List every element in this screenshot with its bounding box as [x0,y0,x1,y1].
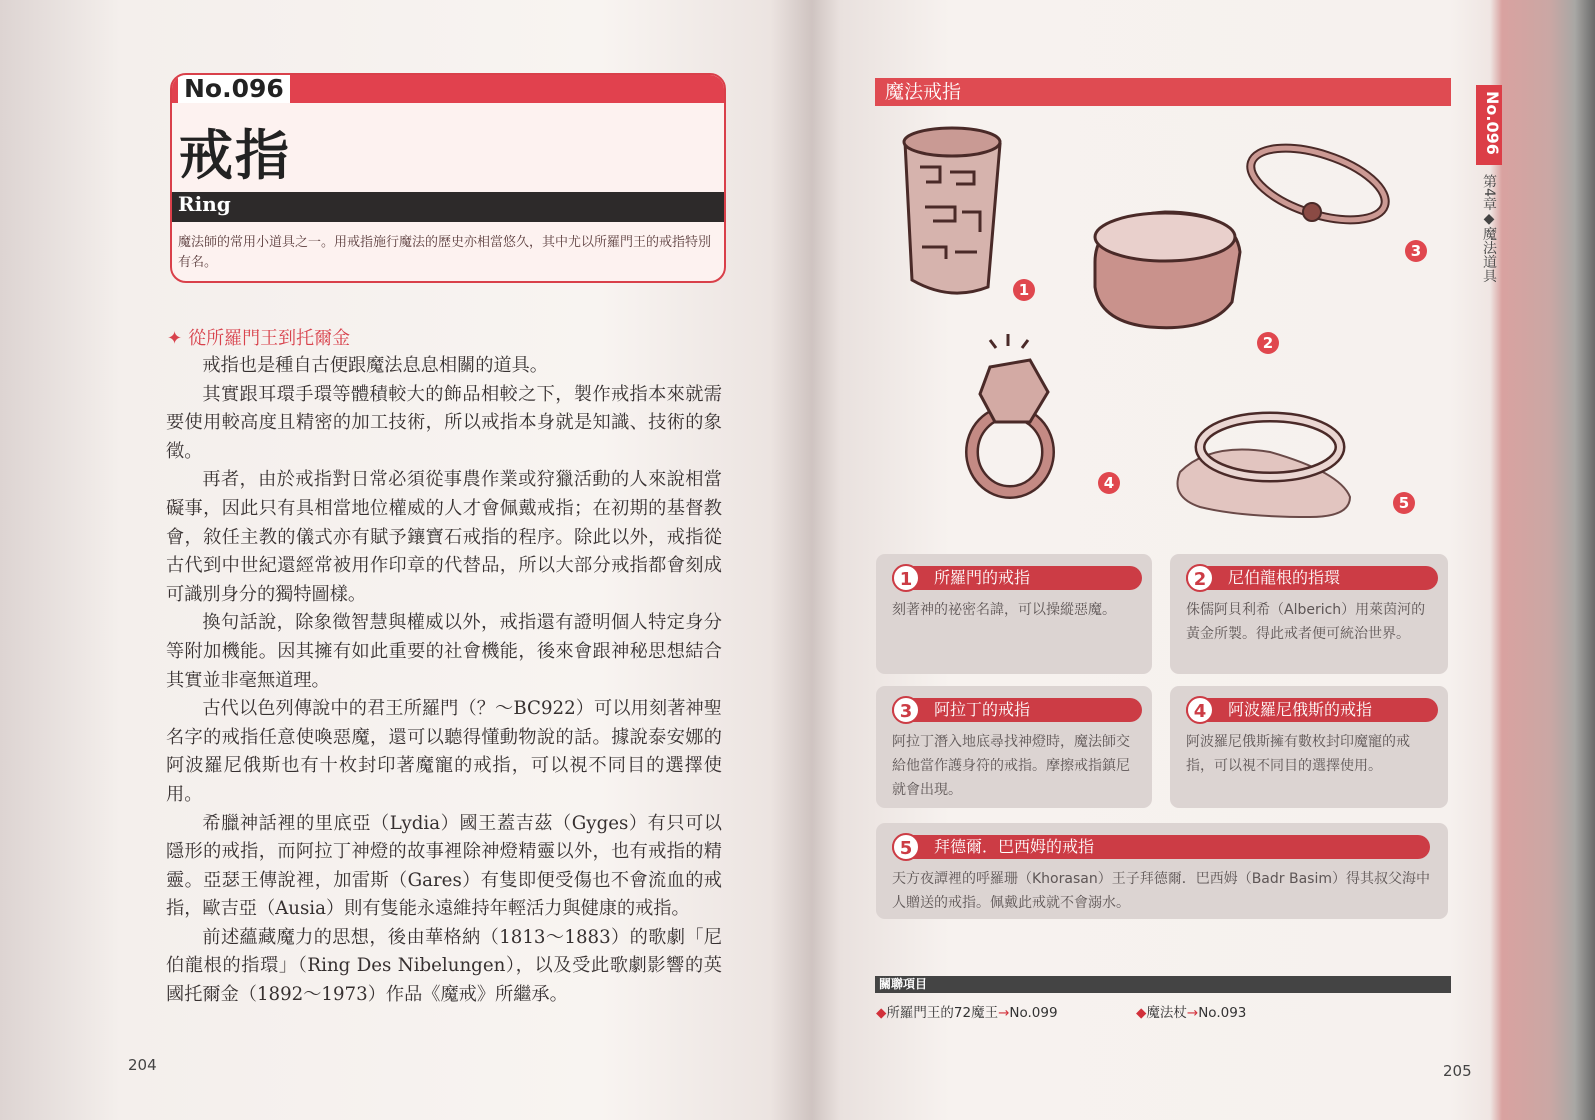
entry-summary: 魔法師的常用小道具之一。用戒指施行魔法的歷史亦相當悠久，其中尤以所羅門王的戒指特別有名。 [178,235,712,270]
related-link-1[interactable] [876,1001,1058,1021]
ring-box-1 [876,554,1152,674]
box-text: 刻著神的祕密名諱，可以操縱惡魔。 [892,602,1116,618]
illustration-title: 魔法戒指 [885,81,962,103]
diamond-icon: ◆ [876,1005,887,1021]
related-link-2[interactable] [1136,1001,1246,1021]
section-heading [167,324,350,350]
related-ref: No.099 [1009,1005,1058,1021]
ring-label-3: 3 [1405,240,1427,262]
badr-basim-ring-icon [1178,417,1351,517]
box-text: 阿拉丁潛入地底尋找神燈時，魔法師交給他當作護身符的戒指。摩擦戒指鎮尼就會出現。 [892,734,1130,798]
paragraph: 希臘神話裡的里底亞（Lydia）國王蓋吉茲（Gyges）有只可以隱形的戒指，而阿拉丁神燈的故事裡除神燈精靈以外，也有戒指的精靈。亞瑟王傳說裡，加雷斯（Gares）有隻即便受傷也不會流血的戒指，歐吉亞（Ausia）則有隻能永遠維持年輕活力與健康的戒指。 [166,812,722,920]
chapter-label: 第4章◆魔法道具 [1481,174,1497,283]
box-text: 侏儒阿貝利希（Alberich）用萊茵河的黃金所製。得此戒者便可統治世界。 [1186,602,1426,642]
nibelung-ring-icon [1095,212,1240,328]
section-heading-text: 從所羅門王到托爾金 [188,328,351,349]
box-number: 5 [892,833,920,861]
box-text: 阿波羅尼俄斯擁有數枚封印魔寵的戒指，可以視不同目的選擇使用。 [1186,734,1410,774]
apollonius-ring-icon [972,334,1048,492]
ring-box-3 [876,686,1152,808]
illustration-title-bar [875,78,1451,106]
related-items-heading: 關聯項目 [879,977,928,991]
ring-box-5 [876,823,1448,919]
related-label: 魔法杖 [1146,1005,1187,1021]
ring-label-1: 1 [1013,279,1035,301]
rings-illustration [880,112,1450,552]
arrow-icon: → [1186,1005,1199,1021]
entry-english-title: Ring [178,192,231,216]
ring-label-4: 4 [1098,472,1120,494]
page-number-right: 205 [1443,1062,1472,1080]
paragraph: 前述蘊藏魔力的思想，後由華格納（1813～1883）的歌劇「尼伯龍根的指環」（Ring Des Nibelungen），以及受此歌劇影響的英國托爾金（1892～1973）作品《魔戒》所繼承。 [166,926,722,1006]
related-ref: No.093 [1198,1005,1247,1021]
box-number: 4 [1186,696,1214,724]
box-title: 尼伯龍根的指環 [1186,566,1438,590]
box-title: 拜德爾．巴西姆的戒指 [892,835,1430,859]
box-number: 3 [892,696,920,724]
side-tab [1476,85,1502,165]
entry-title: 戒指 [179,123,291,187]
solomon-ring-icon [904,128,1000,293]
arrow-icon: → [998,1005,1010,1021]
entry-number: No.096 [178,75,290,103]
paragraph: 其實跟耳環手環等體積較大的飾品相較之下，製作戒指本來就需要使用較高度且精密的加工技術，所以戒指本身就是知識、技術的象徵。 [166,383,722,462]
paragraph: 再者，由於戒指對日常必須從事農作業或狩獵活動的人來說相當礙事，因此只有具相當地位權威的人才會佩戴戒指；在初期的基督教會，敘任主教的儀式亦有賦予鑲寶石戒指的程序。除此以外，戒指從古代到中世紀還經常被用作印章的代替品，所以大部分戒指都會刻成可識別身分的獨特圖樣。 [166,469,722,605]
related-label: 所羅門王的72魔王 [886,1005,999,1021]
side-tab-number: No.096 [1483,91,1502,155]
ring-label-2: 2 [1257,332,1279,354]
paragraph: 戒指也是種自古便跟魔法息息相關的道具。 [202,355,548,376]
box-text: 天方夜譚裡的呼羅珊（Khorasan）王子拜德爾．巴西姆（Badr Basim）得其叔父海中人贈送的戒指。佩戴此戒就不會溺水。 [892,871,1430,911]
page-number-left: 204 [128,1056,157,1074]
article-body [166,352,722,1010]
ring-box-4 [1170,686,1448,808]
box-number: 2 [1186,564,1214,592]
box-title: 阿波羅尼俄斯的戒指 [1186,698,1438,722]
box-number: 1 [892,564,920,592]
diamond-star-icon: ✦ [167,328,183,349]
paragraph: 換句話說，除象徵智慧與權威以外，戒指還有證明個人特定身分等附加機能。因其擁有如此重要的社會機能，後來會跟神秘思想結合其實並非毫無道理。 [166,612,722,691]
ring-box-2 [1170,554,1448,674]
entry-english-band [172,192,724,222]
paragraph: 古代以色列傳說中的君王所羅門（？～BC922）可以用刻著神聖名字的戒指任意使喚惡魔，還可以聽得懂動物說的話。據說泰安娜的阿波羅尼俄斯也有十枚封印著魔寵的戒指，可以視不同目的選擇使用。 [166,698,722,805]
ring-label-5: 5 [1393,492,1415,514]
aladdin-ring-icon [1242,134,1394,234]
entry-header-card [170,73,726,283]
diamond-icon: ◆ [1136,1005,1147,1021]
box-title: 所羅門的戒指 [892,566,1142,590]
entry-number-bar [172,75,724,103]
related-items-bar [875,976,1451,993]
box-title: 阿拉丁的戒指 [892,698,1142,722]
